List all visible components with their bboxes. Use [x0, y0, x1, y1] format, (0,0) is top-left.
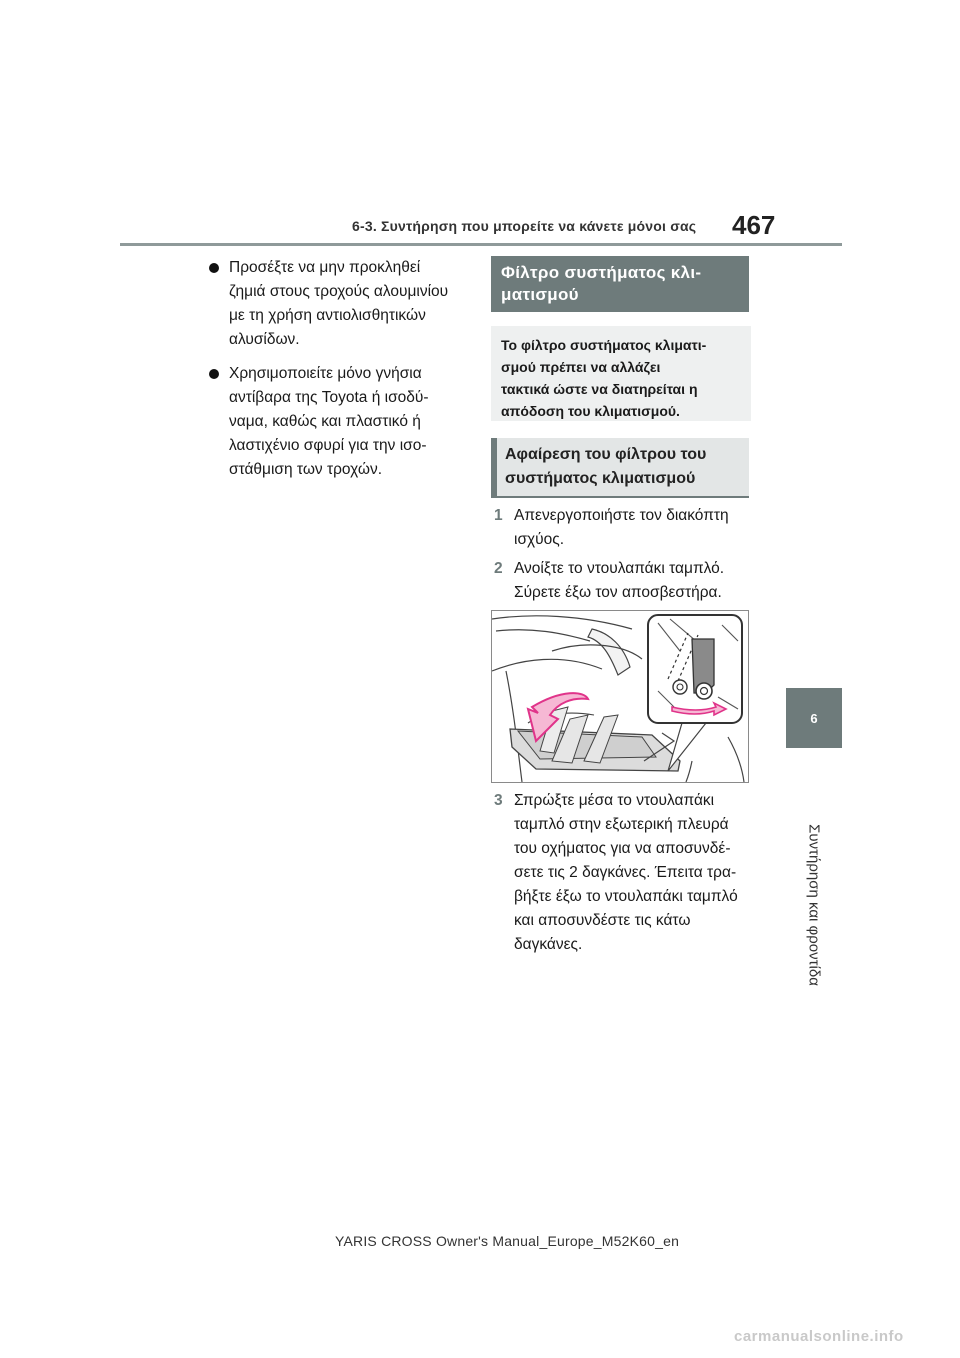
step-1 — [494, 504, 754, 552]
step-line: και αποσυνδέστε τις κάτω — [514, 912, 691, 929]
step-3 — [494, 789, 754, 957]
section-intro — [491, 326, 751, 421]
bullet-line: αντίβαρα της Toyota ή ισοδύ- — [229, 389, 429, 406]
step-line: Σπρώξτε μέσα το ντουλαπάκι — [514, 792, 715, 809]
sub-heading — [491, 438, 749, 496]
section-title-line: ματισμού — [501, 285, 579, 304]
step-2 — [494, 557, 754, 605]
sub-heading-rule — [491, 496, 749, 498]
watermark: carmanualsonline.info — [734, 1328, 904, 1345]
sub-heading-line: συστήματος κλιματισμού — [505, 470, 696, 487]
intro-line: απόδοση του κλιματισμού. — [501, 403, 680, 419]
intro-line: τακτικά ώστε να διατηρείται η — [501, 381, 698, 397]
step-number: 2 — [494, 560, 503, 577]
glove-box-drawing — [492, 611, 748, 782]
bullet-line: με τη χρήση αντιολισθητικών — [229, 307, 426, 324]
section-title — [491, 256, 749, 312]
bullet-item — [209, 256, 459, 352]
bullet-dot-icon — [209, 369, 219, 379]
bullet-line: ναμα, καθώς και πλαστικό ή — [229, 413, 421, 430]
intro-line: Το φίλτρο συστήματος κλιματι- — [501, 337, 707, 353]
bullet-line: αλυσίδων. — [229, 331, 300, 348]
step-line: Ανοίξτε το ντουλαπάκι ταμπλό. — [514, 560, 725, 577]
bullet-dot-icon — [209, 263, 219, 273]
step-number: 3 — [494, 792, 503, 809]
sub-heading-line: Αφαίρεση του φίλτρου του — [505, 446, 707, 463]
bullet-line: Προσέξτε να μην προκληθεί — [229, 259, 421, 276]
bullet-line: ζημιά στους τροχούς αλουμινίου — [229, 283, 449, 300]
step-number: 1 — [494, 507, 503, 524]
header-section-title: 6-3. Συντήρηση που μπορείτε να κάνετε μόνοι σας — [352, 218, 697, 234]
intro-line: σμού πρέπει να αλλάζει — [501, 359, 661, 375]
step-line: του οχήματος για να αποσυνδέ- — [514, 840, 731, 857]
glove-box-illustration — [491, 610, 749, 783]
step-line: ισχύος. — [514, 531, 565, 548]
section-title-line: Φίλτρο συστήματος κλι- — [501, 263, 702, 282]
header-rule — [120, 243, 842, 246]
bullet-line: λαστιχένιο σφυρί για την ισο- — [229, 437, 427, 454]
step-line: Απενεργοποιήστε τον διακόπτη — [514, 507, 729, 524]
step-line: σετε τις 2 δαγκάνες. Έπειτα τρα- — [514, 864, 737, 881]
footer-manual-title: YARIS CROSS Owner's Manual_Europe_M52K60_en — [335, 1233, 680, 1249]
page-number: 467 — [732, 210, 776, 240]
step-line: Σύρετε έξω τον αποσβεστήρα. — [514, 584, 722, 601]
bullet-line: στάθμιση των τροχών. — [229, 461, 383, 478]
bullet-item — [209, 362, 459, 482]
bullet-line: Χρησιμοποιείτε μόνο γνήσια — [229, 365, 422, 382]
step-line: δαγκάνες. — [514, 936, 583, 953]
chapter-side-label: Συντήρηση και φροντίδα — [805, 824, 823, 986]
chapter-tab: 6 — [786, 688, 842, 748]
step-line: ταμπλό στην εξωτερική πλευρά — [514, 816, 729, 833]
left-column — [209, 256, 459, 492]
step-line: βήξτε έξω το ντουλαπάκι ταμπλό — [514, 888, 738, 905]
